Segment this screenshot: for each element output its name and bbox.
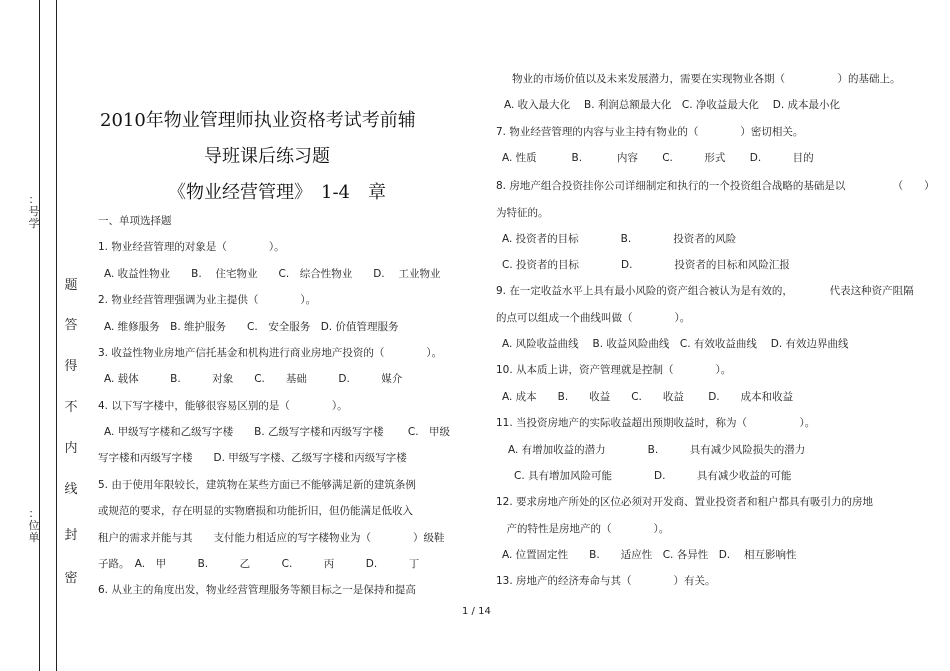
seal-char: 线	[64, 482, 78, 497]
options-line: A. 性质 B. 内容 C. 形式 D. 目的	[502, 152, 814, 164]
options-line: A. 载体 B. 对象 C. 基础 D. 媒介	[104, 373, 403, 385]
options-line: C. 具有增加风险可能 D. 具有减少收益的可能	[514, 470, 792, 482]
options-line: A. 投资者的目标 B. 投资者的风险	[502, 233, 737, 245]
question-line: 3. 收益性物业房地产信托基金和机构进行商业房地产投资的（ ）。	[98, 347, 443, 359]
question-line: 10. 从本质上讲，资产管理就是控制（ ）。	[496, 364, 732, 376]
question-line: 11. 当投资房地产的实际收益超出预期收益时，称为（ ）。	[496, 417, 816, 429]
question-line: 为特征的。	[496, 207, 549, 219]
seal-char: 密	[64, 571, 78, 586]
margin-line-right	[56, 0, 57, 671]
question-line: 13. 房地产的经济寿命与其（ ）有关。	[496, 575, 716, 587]
options-line: A. 维修服务 B. 维护服务 C. 安全服务 D. 价值管理服务	[104, 321, 399, 333]
question-line: 租户的需求并能与其 支付能力相适应的写字楼物业为（ ）级鞋	[98, 532, 445, 544]
options-line: A. 收益性物业 B. 住宅物业 C. 综合性物业 D. 工业物业	[104, 268, 441, 280]
seal-char: 内	[64, 441, 78, 456]
question-line: 12. 要求房地产所处的区位必须对开发商、置业投资者和租户都具有吸引力的房地	[496, 496, 874, 508]
options-line: 写字楼和丙级写字楼 D. 甲级写字楼、乙级写字楼和丙级写字楼	[98, 452, 407, 464]
seal-char: 封	[64, 528, 78, 543]
question-line: 5. 由于使用年限较长，建筑物在某些方面已不能够满足新的建筑条例	[98, 479, 416, 491]
question-line: 6. 从业主的角度出发，物业经营管理服务等额目标之一是保持和提高	[98, 584, 416, 596]
doc-title-line-3: 《物业经营管理》 1-4 章	[168, 182, 386, 203]
page-number: 1 / 14	[462, 606, 491, 617]
margin-line-left	[39, 0, 40, 671]
id-field-colon: ：	[28, 193, 40, 206]
options-line: A. 收入最大化 B. 利润总额最大化 C. 净收益最大化 D. 成本最小化	[504, 99, 840, 111]
seal-char: 题	[64, 278, 78, 293]
question-line: 9. 在一定收益水平上具有最小风险的资产组合被认为是有效的， 代表这种资产阻隔	[496, 285, 914, 297]
seal-char: 得	[64, 359, 78, 374]
question-line: 的点可以组成一个曲线叫做（ ）。	[496, 312, 691, 324]
question-line: 物业的市场价值以及未来发展潜力，需要在实现物业各期（ ）的基础上。	[512, 73, 901, 85]
id-field-label: 号学	[28, 205, 40, 230]
options-line: A. 成本 B. 收益 C. 收益 D. 成本和收益	[502, 391, 794, 403]
question-line: 4. 以下写字楼中，能够很容易区别的是（ ）。	[98, 400, 348, 412]
options-line: A. 有增加收益的潜力 B. 具有减少风险损失的潜力	[508, 444, 806, 456]
question-line: 1. 物业经营管理的对象是（ ）。	[98, 241, 285, 253]
unit-field-label: 位单	[28, 519, 40, 544]
options-line: 子路。 A. 甲 B. 乙 C. 丙 D. 丁	[98, 558, 420, 570]
section-heading: 一、单项选择题	[98, 215, 172, 227]
question-line: 8. 房地产组合投资挂你公司详细制定和执行的一个投资组合战略的基础是以 （ ）	[496, 180, 935, 192]
options-line: A. 风险收益曲线 B. 收益风险曲线 C. 有效收益曲线 D. 有效边界曲线	[502, 338, 849, 350]
question-line: 2. 物业经营管理强调为业主提供（ ）。	[98, 294, 317, 306]
options-line: C. 投资者的目标 D. 投资者的目标和风险汇报	[502, 259, 790, 271]
question-line: 产的特性是房地产的（ ）。	[496, 523, 670, 535]
doc-title-line-2: 导班课后练习题	[204, 146, 330, 167]
question-line: 或规范的要求，存在明显的实物磨损和功能折旧，但仍能满足低收入	[98, 505, 413, 517]
question-line: 7. 物业经营管理的内容与业主持有物业的（ ）密切相关。	[496, 126, 804, 138]
seal-char: 答	[64, 318, 78, 333]
options-line: A. 位置固定性 B. 适应性 C. 各异性 D. 相互影响性	[502, 549, 797, 561]
options-line: A. 甲级写字楼和乙级写字楼 B. 乙级写字楼和丙级写字楼 C. 甲级	[104, 426, 451, 438]
seal-char: 不	[64, 400, 78, 415]
doc-title-line-1: 2010年物业管理师执业资格考试考前辅	[100, 110, 416, 131]
unit-field-colon: ：	[28, 507, 40, 520]
